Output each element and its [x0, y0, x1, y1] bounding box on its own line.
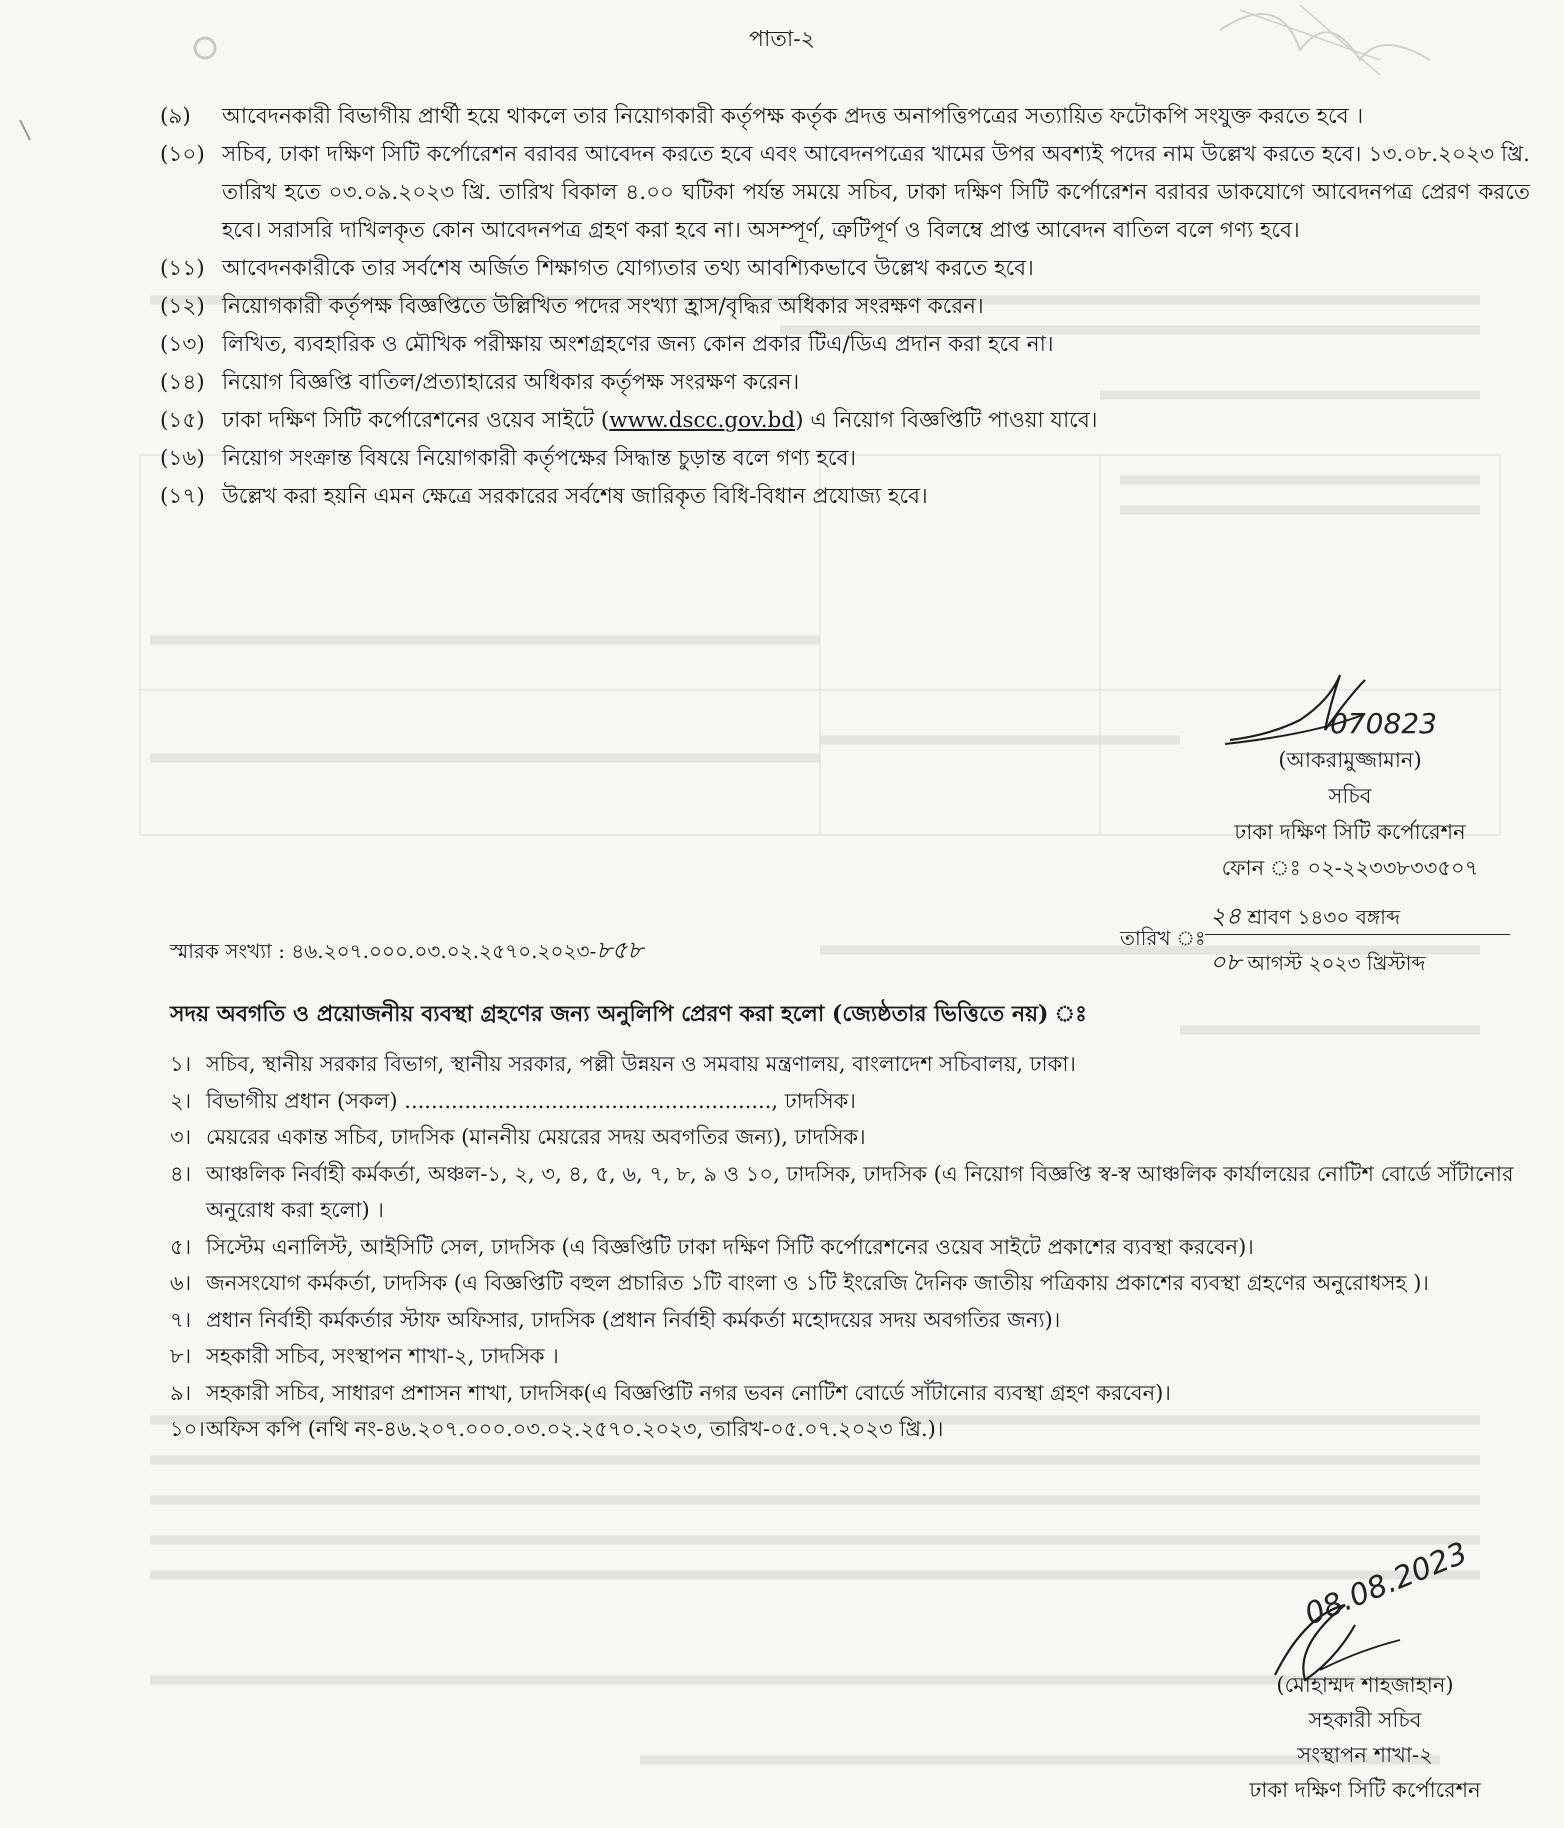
condition-number: (১৭) — [160, 484, 205, 509]
signatory-name: (আকরামুজ্জামান) — [1278, 748, 1422, 772]
condition-number: (১২) — [160, 294, 205, 319]
condition-number: (৯) — [160, 104, 191, 129]
signature-date-handwriting: 070823 — [1330, 707, 1437, 740]
memo-reference-handwritten: ৮৫৮ — [596, 936, 643, 964]
condition-text: নিয়োগ বিজ্ঞপ্তি বাতিল/প্রত্যাহারের অধিকার কর্তৃপক্ষ সংরক্ষণ করেন। — [222, 370, 800, 395]
copy-item — [170, 1046, 1530, 1083]
condition-item — [160, 136, 1530, 250]
copy-text: সিস্টেম এনালিস্ট, আইসিটি সেল, ঢাদসিক (এ বিজ্ঞপ্তিটি ঢাকা দক্ষিণ সিটি কর্পোরেশনের ওয়েব সাইটে প্রকাশের ব্যবস্থা করবেন)। — [206, 1234, 1254, 1259]
copy-number: ১০। — [170, 1417, 205, 1441]
condition-number: (১৫) — [160, 408, 205, 433]
condition-text: নিয়োগ সংক্রান্ত বিষয়ে নিয়োগকারী কর্তৃপক্ষের সিদ্ধান্ত চুড়ান্ত বলে গণ্য হবে। — [222, 446, 857, 471]
signatory-office: ঢাকা দক্ষিণ সিটি কর্পোরেশন — [1234, 820, 1466, 844]
copy-number: ৫। — [170, 1234, 192, 1259]
condition-item — [160, 364, 1530, 402]
condition-text: আবেদনকারী বিভাগীয় প্রার্থী হয়ে থাকলে তার নিয়োগকারী কর্তৃপক্ষ কর্তৃক প্রদত্ত অনাপত্তিপত্রের সত্যায়িত ফটোকপি সংযুক্ত করতে হবে । — [222, 104, 1364, 129]
copies-list — [170, 1046, 1530, 1448]
signatory-designation: সহকারী সচিব — [1308, 1708, 1422, 1732]
condition-item — [160, 288, 1530, 326]
copy-heading: সদয় অবগতি ও প্রয়োজনীয় ব্যবস্থা গ্রহণের জন্য অনুলিপি প্রেরণ করা হলো (জ্যেষ্ঠতার ভিত্তিতে নয়) ঃ — [170, 1001, 1087, 1027]
copy-text: বিভাগীয় প্রধান (সকল) ......................................................., ঢাদসিক। — [206, 1088, 856, 1113]
copy-number: ৬। — [170, 1271, 192, 1295]
condition-item — [160, 478, 1530, 516]
signature-date-handwriting: 08.08.2023 — [1300, 1535, 1473, 1633]
copy-number: ৪। — [170, 1161, 192, 1186]
condition-text: নিয়োগকারী কর্তৃপক্ষ বিজ্ঞপ্তিতে উল্লিখিত পদের সংখ্যা হ্রাস/বৃদ্ধির অধিকার সংরক্ষণ করেন। — [222, 294, 984, 319]
signatory-office: ঢাকা দক্ষিণ সিটি কর্পোরেশন — [1249, 1778, 1481, 1802]
signatory-name: (মোহাম্মদ শাহজাহান) — [1276, 1673, 1454, 1697]
copy-item — [170, 1083, 1530, 1120]
copy-number: ৮। — [170, 1344, 192, 1368]
copy-item — [170, 1338, 1530, 1375]
copy-item — [170, 1156, 1530, 1229]
copy-number: ৩। — [170, 1125, 192, 1149]
signature-block-assistant-secretary — [1200, 1668, 1530, 1808]
copy-text: সচিব, স্থানীয় সরকার বিভাগ, স্থানীয় সরকার, পল্লী উন্নয়ন ও সমবায় মন্ত্রণালয়, বাংলাদেশ সচিবালয়, ঢাকা। — [206, 1052, 1076, 1076]
condition-item — [160, 98, 1530, 136]
condition-number: (১১) — [160, 256, 205, 281]
condition-number: (১৬) — [160, 446, 205, 471]
copy-number: ২। — [170, 1088, 192, 1113]
copy-text: সহকারী সচিব, সাধারণ প্রশাসন শাখা, ঢাদসিক(এ বিজ্ঞপ্তিটি নগর ভবন নোটিশ বোর্ডে সাঁটানোর ব্যবস্থা গ্রহণ করবেন)। — [206, 1380, 1171, 1405]
memo-date-english-rest: আগস্ট ২০২৩ খ্রিস্টাব্দ — [1247, 951, 1426, 975]
page-number: পাতা-২ — [749, 27, 815, 52]
condition-text — [222, 402, 1530, 440]
signatory-section: সংস্থাপন শাখা-২ — [1297, 1743, 1433, 1767]
signatory-designation: সচিব — [1328, 784, 1372, 808]
condition-text-before: ঢাকা দক্ষিণ সিটি কর্পোরেশনের ওয়েব সাইটে ( — [222, 408, 610, 433]
copy-item — [170, 1265, 1530, 1302]
copy-number: ১। — [170, 1052, 192, 1076]
signatory-phone: ফোন ঃ ০২-২২৩৩৮৩৩৫০৭ — [1221, 856, 1479, 880]
memo-date-bangla-day: ২৪ — [1210, 902, 1242, 930]
condition-text: উল্লেখ করা হয়নি এমন ক্ষেত্রে সরকারের সর্বশেষ জারিকৃত বিধি-বিধান প্রযোজ্য হবে। — [222, 484, 928, 509]
memo-reference-label: স্মারক সংখ্যা : ৪৬.২০৭.০০০.০৩.০২.২৫৭০.২০২৩- — [170, 939, 597, 963]
condition-number: (১৪) — [160, 370, 205, 395]
copy-text: অফিস কপি (নথি নং-৪৬.২০৭.০০০.০৩.০২.২৫৭০.২০২৩, তারিখ-০৫.০৭.২০২৩ খ্রি.)। — [206, 1417, 944, 1441]
condition-item — [160, 440, 1530, 478]
copy-text: সহকারী সচিব, সংস্থাপন শাখা-২, ঢাদসিক । — [206, 1344, 559, 1368]
condition-item — [160, 402, 1530, 440]
memo-reference — [170, 932, 643, 972]
condition-number: (১৩) — [160, 332, 205, 357]
conditions-list — [160, 98, 1530, 516]
memo-date-bangla — [1210, 898, 1400, 938]
copy-number: ৭। — [170, 1307, 192, 1332]
memo-date-english — [1210, 944, 1425, 984]
memo-date-divider — [1205, 934, 1510, 935]
copy-text: প্রধান নির্বাহী কর্মকর্তার স্টাফ অফিসার, ঢাদসিক (প্রধান নির্বাহী কর্মকর্তা মহোদয়ের সদয় অবগতির জন্য)। — [206, 1307, 1061, 1332]
condition-text-after: ) এ নিয়োগ বিজ্ঞপ্তিটি পাওয়া যাবে। — [795, 408, 1098, 433]
copy-text: মেয়রের একান্ত সচিব, ঢাদসিক (মাননীয় মেয়রের সদয় অবগতির জন্য), ঢাদসিক। — [206, 1125, 866, 1149]
condition-item — [160, 250, 1530, 288]
signature-block-secretary — [1180, 742, 1520, 886]
copy-item — [170, 1375, 1530, 1412]
memo-date-label: তারিখ ঃ — [1120, 926, 1206, 950]
copy-text: আঞ্চলিক নির্বাহী কর্মকর্তা, অঞ্চল-১, ২, ৩, ৪, ৫, ৬, ৭, ৮, ৯ ও ১০, ঢাদসিক, ঢাদসিক (এ নিয়োগ বিজ্ঞপ্তি স্ব-স্ব আঞ্চলিক কার্যালয়ের নোটিশ বোর্ডে সাঁটানোর অনুরোধ করা হলো) । — [206, 1161, 1514, 1222]
memo-date-english-day: ০৮ — [1210, 948, 1242, 976]
copy-text: জনসংযোগ কর্মকর্তা, ঢাদসিক (এ বিজ্ঞপ্তিটি বহুল প্রচারিত ১টি বাংলা ও ১টি ইংরেজি দৈনিক জাতীয় পত্রিকায় প্রকাশের ব্যবস্থা গ্রহণের অনুরোধসহ )। — [206, 1271, 1429, 1295]
condition-text: সচিব, ঢাকা দক্ষিণ সিটি কর্পোরেশন বরাবর আবেদন করতে হবে এবং আবেদনপত্রের খামের উপর অবশ্যই পদের নাম উল্লেখ করতে হবে। ১৩.০৮.২০২৩ খ্রি. তারিখ হতে ০৩.০৯.২০২৩ খ্রি. তারিখ বিকাল ৪.০০ ঘটিকা পর্যন্ত সময়ে সচিব, ঢাকা দক্ষিণ সিটি কর্পোরেশন বরাবর ডাকযোগে আবেদনপত্র প্রেরণ করতে হবে। সরাসরি দাখিলকৃত কোন আবেদনপত্র গ্রহণ করা হবে না। অসম্পূর্ণ, ত্রুটিপূর্ণ ও বিলম্বে প্রাপ্ত আবেদন বাতিল বলে গণ্য হবে। — [222, 142, 1530, 243]
condition-text: লিখিত, ব্যবহারিক ও মৌখিক পরীক্ষায় অংশগ্রহণের জন্য কোন প্রকার টিএ/ডিএ প্রদান করা হবে না। — [222, 332, 1054, 357]
copy-item — [170, 1229, 1530, 1266]
copy-item — [170, 1119, 1530, 1156]
condition-number: (১০) — [160, 142, 205, 167]
copy-item — [170, 1411, 1530, 1448]
copy-item — [170, 1302, 1530, 1339]
memo-date-bangla-rest: শ্রাবণ ১৪৩০ বঙ্গাব্দ — [1247, 905, 1401, 929]
copy-number: ৯। — [170, 1380, 192, 1405]
condition-item — [160, 326, 1530, 364]
website-link[interactable]: www.dscc.gov.bd — [609, 408, 796, 433]
condition-text: আবেদনকারীকে তার সর্বশেষ অর্জিত শিক্ষাগত যোগ্যতার তথ্য আবশ্যিকভাবে উল্লেখ করতে হবে। — [222, 256, 1034, 281]
